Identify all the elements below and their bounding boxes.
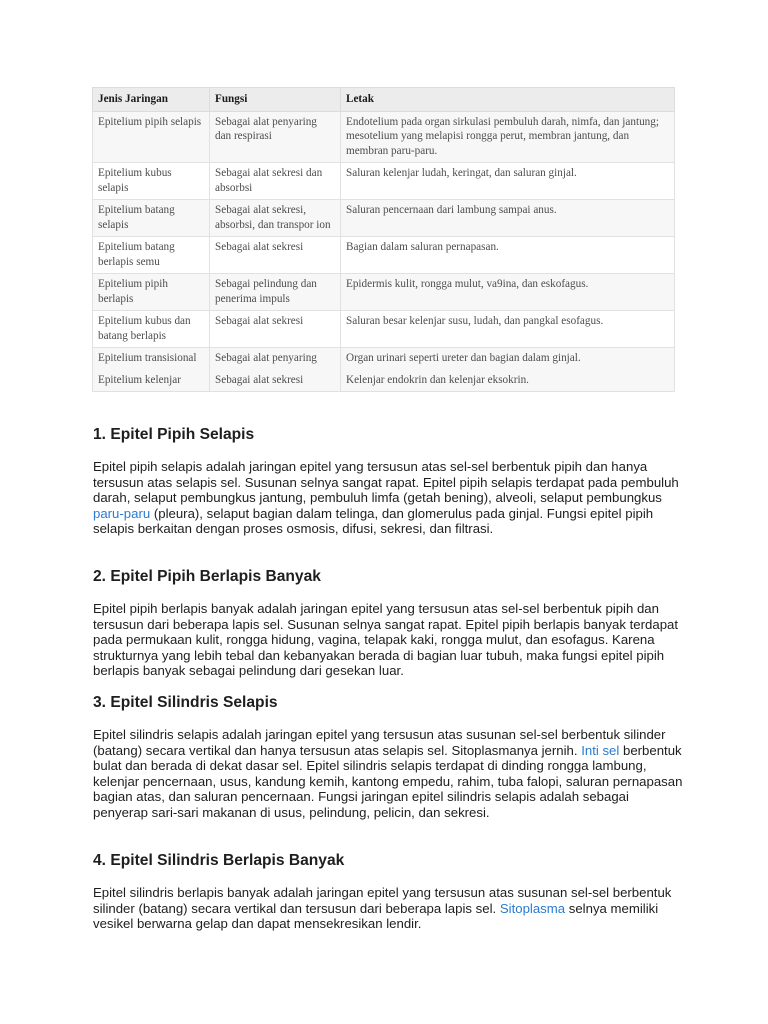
- header-letak: Letak: [341, 88, 675, 112]
- cell-fungsi: Sebagai alat sekresi: [210, 237, 341, 274]
- table-row: [93, 163, 675, 200]
- cell-jenis: Epitelium pipih selapis: [93, 111, 210, 163]
- cell-jenis: Epitelium kelenjar: [93, 370, 210, 392]
- table-row: [93, 311, 675, 348]
- cell-letak: Saluran besar kelenjar susu, ludah, dan pangkal esofagus.: [341, 311, 675, 348]
- section-paragraph: Epitel pipih berlapis banyak adalah jaringan epitel yang tersusun atas sel-sel berbentuk pipih dan tersusun dari beberapa lapis sel. Susunan selnya sangat rapat. Epitel pipih berlapis banyak terdapat pada permukaan kulit, rongga hidung, vagina, telapak kaki, rongga mulut, dan esofagus. Karena strukturnya yang lebih tebal dan kebanyakan berada di bagian luar tubuh, maka fungsi epitel pipih berlapis banyak sebagai pelindung dari gesekan luar.: [93, 601, 679, 679]
- paragraph-text: berbentuk bulat dan berada di dekat dasar sel. Epitel silindris selapis terdapat di dinding rongga lambung, kelenjar pencernaan, usus, kandung kemih, kantong empedu, rahim, tuba falopi, saluran pernapasan bagian atas, dan saluran pencernaan. Fungsi jaringan epitel silindris selapis adalah sebagai penyerap sari-sari makanan di usus, pelindung, pelicin, dan sekresi.: [93, 742, 683, 820]
- cell-letak: Organ urinari seperti ureter dan bagian dalam ginjal.: [341, 348, 675, 370]
- cell-fungsi: Sebagai pelindung dan penerima impuls: [210, 274, 341, 311]
- cell-fungsi: Sebagai alat sekresi dan absorbsi: [210, 163, 341, 200]
- cell-fungsi: Sebagai alat sekresi, absorbsi, dan transpor ion: [210, 200, 341, 237]
- cell-letak: Saluran pencernaan dari lambung sampai anus.: [341, 200, 675, 237]
- link-inti-sel[interactable]: Inti sel: [581, 742, 620, 758]
- section-paragraph: [93, 885, 683, 932]
- section-paragraph: [93, 727, 683, 821]
- table-row: [93, 237, 675, 274]
- section-heading: 2. Epitel Pipih Berlapis Banyak: [93, 568, 321, 585]
- epithelium-table: [92, 87, 675, 392]
- paragraph-text: Epitel silindris berlapis banyak adalah jaringan epitel yang tersusun atas susunan sel-sel berbentuk silinder (batang) secara vertikal dan tersusun dari beberapa lapis sel.: [93, 885, 672, 916]
- table-row: [93, 370, 675, 392]
- link-sitoplasma[interactable]: Sitoplasma: [499, 900, 566, 916]
- section-heading: 1. Epitel Pipih Selapis: [93, 426, 255, 443]
- paragraph-text: Epitel silindris selapis adalah jaringan epitel yang tersusun atas susunan sel-sel berbentuk silinder (batang) secara vertikal dan hanya tersusun atas selapis sel. Sitoplasmanya jernih.: [93, 727, 666, 758]
- cell-fungsi: Sebagai alat penyaring: [210, 348, 341, 370]
- cell-letak: Bagian dalam saluran pernapasan.: [341, 237, 675, 274]
- paragraph-text: selnya memiliki vesikel berwarna gelap dan dapat mensekresikan lendir.: [93, 900, 659, 932]
- cell-fungsi: Sebagai alat penyaring dan respirasi: [210, 111, 341, 163]
- cell-fungsi: Sebagai alat sekresi: [210, 311, 341, 348]
- cell-letak: Endotelium pada organ sirkulasi pembuluh darah, nimfa, dan jantung; mesotelium yang melapisi rongga perut, membran jantung, dan membran paru-paru.: [341, 111, 675, 163]
- header-jenis-jaringan: Jenis Jaringan: [93, 88, 210, 112]
- cell-jenis: Epitelium batang berlapis semu: [93, 237, 210, 274]
- table-header-row: [93, 88, 675, 112]
- cell-jenis: Epitelium pipih berlapis: [93, 274, 210, 311]
- cell-letak: Saluran kelenjar ludah, keringat, dan saluran ginjal.: [341, 163, 675, 200]
- header-fungsi: Fungsi: [210, 88, 341, 112]
- paragraph-text: (pleura), selaput bagian dalam telinga, dan glomerulus pada ginjal. Fungsi epitel pipih selapis berkaitan dengan proses osmosis, difusi, sekresi, dan filtrasi.: [93, 505, 654, 537]
- cell-jenis: Epitelium kubus selapis: [93, 163, 210, 200]
- cell-jenis: Epitelium transisional: [93, 348, 210, 370]
- paragraph-text: Epitel pipih selapis adalah jaringan epitel yang tersusun atas sel-sel berbentuk pipih dan hanya tersusun atas selapis sel. Susunan selnya sangat rapat. Epitel pipih selapis terdapat pada pembuluh darah, selaput pembungkus jantung, pembuluh limfa (getah bening), alveoli, selaput pembungkus: [93, 459, 679, 506]
- section-heading: 3. Epitel Silindris Selapis: [93, 694, 278, 711]
- table-row: [93, 348, 675, 370]
- cell-fungsi: Sebagai alat sekresi: [210, 370, 341, 392]
- cell-jenis: Epitelium batang selapis: [93, 200, 210, 237]
- section-paragraph: [93, 459, 683, 537]
- cell-jenis: Epitelium kubus dan batang berlapis: [93, 311, 210, 348]
- section-heading: 4. Epitel Silindris Berlapis Banyak: [93, 852, 345, 869]
- cell-letak: Epidermis kulit, rongga mulut, va9ina, dan eskofagus.: [341, 274, 675, 311]
- table-row: [93, 274, 675, 311]
- link-paru-paru[interactable]: paru-paru: [93, 505, 151, 521]
- cell-letak: Kelenjar endokrin dan kelenjar eksokrin.: [341, 370, 675, 392]
- table-row: [93, 111, 675, 163]
- table-row: [93, 200, 675, 237]
